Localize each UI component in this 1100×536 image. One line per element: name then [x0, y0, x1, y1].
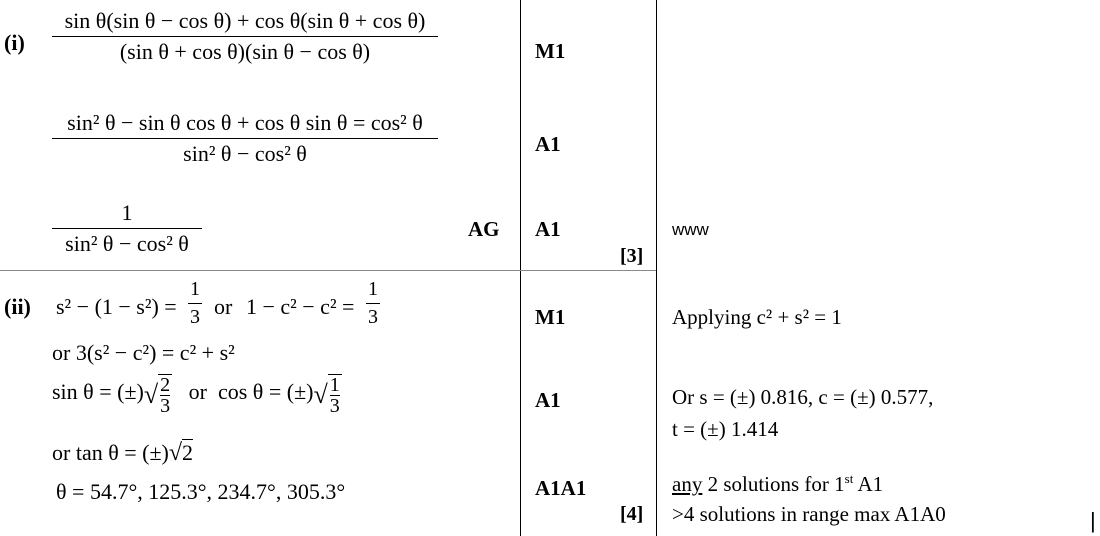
tan-radicand: 2	[182, 440, 194, 465]
fraction-bar	[52, 228, 202, 229]
part-i-step2-mark: A1	[535, 132, 561, 156]
fraction-bar	[188, 303, 202, 304]
part-ii-line1-text-b: 1 − c² − c² =	[246, 294, 355, 319]
fraction-denominator: 3	[368, 306, 378, 328]
part-ii-line1-mark: M1	[535, 305, 566, 329]
part-ii-total: [4]	[620, 503, 644, 525]
part-i-step1-fraction	[52, 8, 438, 65]
part-ii-line5-mark: A1A1	[535, 476, 587, 500]
radicand-denominator: 3	[160, 394, 171, 417]
part-i-step3-note: www	[672, 220, 709, 239]
part-ii-line2: or 3(s² − c²) = c² + s²	[52, 340, 235, 365]
part-ii-label: (ii)	[4, 294, 31, 319]
part-ii-line5-note	[672, 472, 883, 497]
sqrt-two-thirds: √ $\frac{2}{3}$	[143, 373, 171, 417]
part-ii-line5-note-2: >4 solutions in range max A1A0	[672, 502, 946, 526]
fraction-numerator: 1	[190, 278, 200, 300]
part-i-step2-fraction	[52, 110, 438, 167]
fraction-bar	[52, 36, 438, 37]
text-cursor-bar: |	[1090, 508, 1096, 533]
part-ii-line3-note-2: t = (±) 1.414	[672, 417, 779, 441]
cos-prefix: cos θ = (±)	[217, 379, 314, 404]
part-ii-line1-or: or	[214, 294, 233, 319]
section-divider	[0, 270, 656, 271]
part-i-step3-fraction	[52, 200, 202, 257]
part-i-step1-numerator: sin θ(sin θ − cos θ) + cos θ(sin θ + cos θ)	[64, 8, 426, 33]
part-i-step3-denominator: sin² θ − cos² θ	[65, 231, 189, 256]
part-i-step3-numerator: 1	[121, 200, 133, 225]
part-i-label: (i)	[4, 30, 25, 55]
radicand-numerator: 2	[160, 373, 171, 396]
fraction-denominator: 3	[190, 306, 200, 328]
radicand-numerator: 1	[329, 373, 340, 396]
fraction-bar	[366, 303, 380, 304]
sqrt-sign-icon: √	[168, 440, 183, 466]
superscript-st: st	[844, 471, 854, 486]
part-ii-line1-note: Applying c² + s² = 1	[672, 305, 842, 329]
radicand-denominator: 3	[329, 394, 340, 417]
part-i-step3-mark: A1	[535, 217, 561, 241]
part-i-step2-denominator: sin² θ − cos² θ	[183, 141, 307, 166]
part-ii-line1-frac-a	[188, 278, 202, 329]
sin-prefix: sin θ = (±)	[52, 379, 144, 404]
part-ii-line3-mark: A1	[535, 388, 561, 412]
fraction-bar	[52, 138, 438, 139]
part-i-step2-numerator: sin² θ − sin θ cos θ + cos θ sin θ = cos² θ	[67, 110, 423, 135]
part-ii-line1-text-a: s² − (1 − s²) =	[56, 294, 177, 319]
note-text-end: A1	[853, 472, 884, 496]
sqrt-one-third: √ $\frac{1}{3}$	[313, 373, 340, 417]
line3-or: or	[188, 379, 207, 404]
part-i-step1-mark: M1	[535, 39, 566, 63]
underlined-any: any	[672, 472, 703, 496]
part-ii-line3	[52, 370, 342, 417]
note-text: 2 solutions for 1	[702, 472, 845, 496]
fraction-numerator: 1	[368, 278, 378, 300]
column-divider-totals	[656, 0, 657, 536]
part-i-step1-denominator: (sin θ + cos θ)(sin θ − cos θ)	[119, 39, 371, 64]
answer-given-label: AG	[468, 217, 500, 241]
column-divider-marks	[520, 0, 521, 536]
part-ii-line5: θ = 54.7°, 125.3°, 234.7°, 305.3°	[56, 479, 346, 504]
part-i-total: [3]	[620, 245, 644, 267]
part-ii-line3-note-1: Or s = (±) 0.816, c = (±) 0.577,	[672, 385, 934, 409]
part-ii-line1-frac-b	[366, 278, 380, 329]
tan-prefix: or tan θ = (±)	[52, 440, 169, 465]
part-ii-line4	[52, 440, 193, 467]
